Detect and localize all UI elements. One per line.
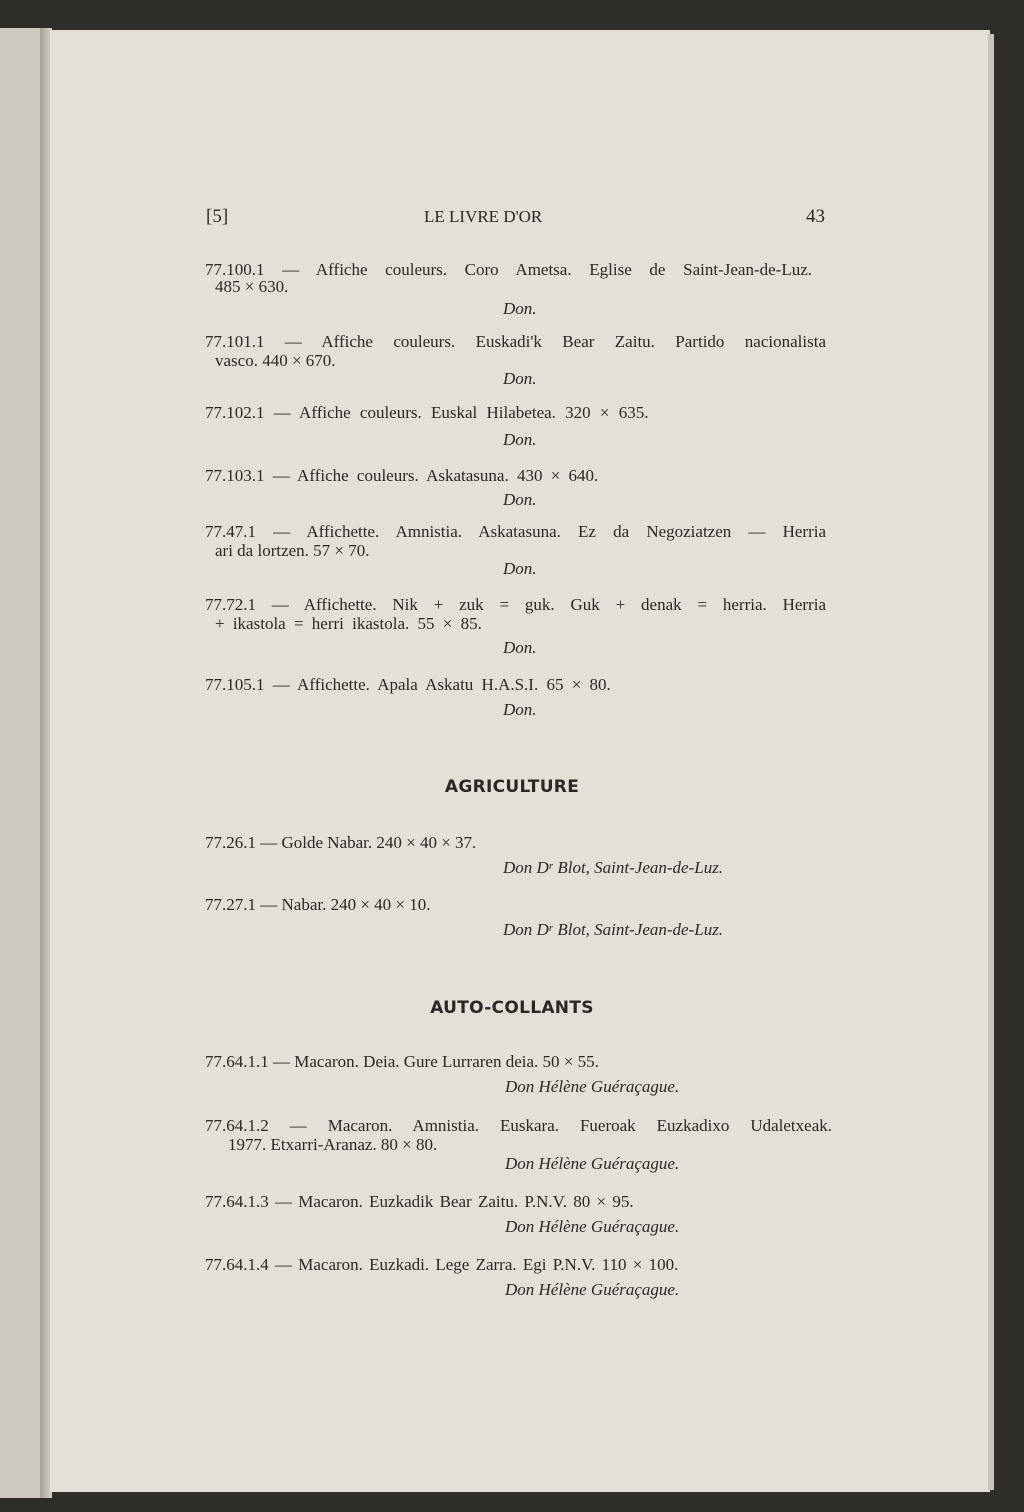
entry-line: + ikastola = herri ikastola. 55 × 85. <box>215 614 482 633</box>
donor: Don Hélène Guéraçague. <box>505 1154 680 1173</box>
entry-line: ari da lortzen. 57 × 70. <box>215 541 370 560</box>
donor: Don. <box>503 490 537 509</box>
donor-sup: r <box>548 922 554 934</box>
entry-line: 77.64.1.3 — Macaron. Euzkadik Bear Zaitu. P.N.V. 80 × 95. <box>205 1192 634 1211</box>
entry-line: 77.47.1 — Affichette. Amnistia. Askatasuna. Ez da Negoziatzen — Herria <box>205 522 826 541</box>
entry-line: 1977. Etxarri-Aranaz. 80 × 80. <box>228 1135 438 1154</box>
donor: Don Hélène Guéraçague. <box>505 1077 680 1096</box>
entry-line: 77.64.1.2 — Macaron. Amnistia. Euskara. Fueroak Euzkadixo Udaletxeak. <box>205 1116 832 1135</box>
donor <box>503 858 723 878</box>
entry-line: 77.72.1 — Affichette. Nik + zuk = guk. Guk + denak = herria. Herria <box>205 595 826 614</box>
section-number: [5] <box>206 206 229 227</box>
entry-line: 77.64.1.1 — Macaron. Deia. Gure Lurraren deia. 50 × 55. <box>205 1052 599 1071</box>
donor <box>503 920 723 940</box>
donor-sup: r <box>548 860 554 872</box>
page-edge <box>988 34 994 1490</box>
running-title: LE LIVRE D'OR <box>424 207 543 226</box>
donor: Don. <box>503 700 537 719</box>
donor-text: Blot, Saint-Jean-de-Luz. <box>553 920 724 939</box>
entry-line: 77.26.1 — Golde Nabar. 240 × 40 × 37. <box>205 833 477 852</box>
entry-line: vasco. 440 × 670. <box>215 351 336 370</box>
entry-line: 485 × 630. <box>215 277 289 296</box>
entry-line: 77.100.1 — Affiche couleurs. Coro Ametsa. Eglise de Saint-Jean-de-Luz. <box>205 260 812 279</box>
donor: Don. <box>503 369 537 388</box>
entry-line: 77.27.1 — Nabar. 240 × 40 × 10. <box>205 895 431 914</box>
donor: Don Hélène Guéraçague. <box>505 1217 680 1236</box>
donor: Don. <box>503 638 537 657</box>
page-number: 43 <box>806 206 825 227</box>
donor-text: Blot, Saint-Jean-de-Luz. <box>553 858 724 877</box>
entry-line: 77.102.1 — Affiche couleurs. Euskal Hilabetea. 320 × 635. <box>205 403 649 422</box>
entry-line: 77.64.1.4 — Macaron. Euzkadi. Lege Zarra. Egi P.N.V. 110 × 100. <box>205 1255 679 1274</box>
section-heading-autocollants: AUTO-COLLANTS <box>430 998 594 1018</box>
donor: Don Hélène Guéraçague. <box>505 1280 680 1299</box>
entry-line: 77.105.1 — Affichette. Apala Askatu H.A.S.I. 65 × 80. <box>205 675 611 694</box>
donor: Don. <box>503 430 537 449</box>
donor: Don. <box>503 299 537 318</box>
donor-text: Don D <box>503 920 549 939</box>
donor: Don. <box>503 559 537 578</box>
section-heading-agriculture: AGRICULTURE <box>444 777 580 797</box>
entry-line: 77.101.1 — Affiche couleurs. Euskadi'k Bear Zaitu. Partido nacionalista <box>205 332 826 351</box>
entry-line: 77.103.1 — Affiche couleurs. Askatasuna. 430 × 640. <box>205 466 599 485</box>
donor-text: Don D <box>503 858 549 877</box>
